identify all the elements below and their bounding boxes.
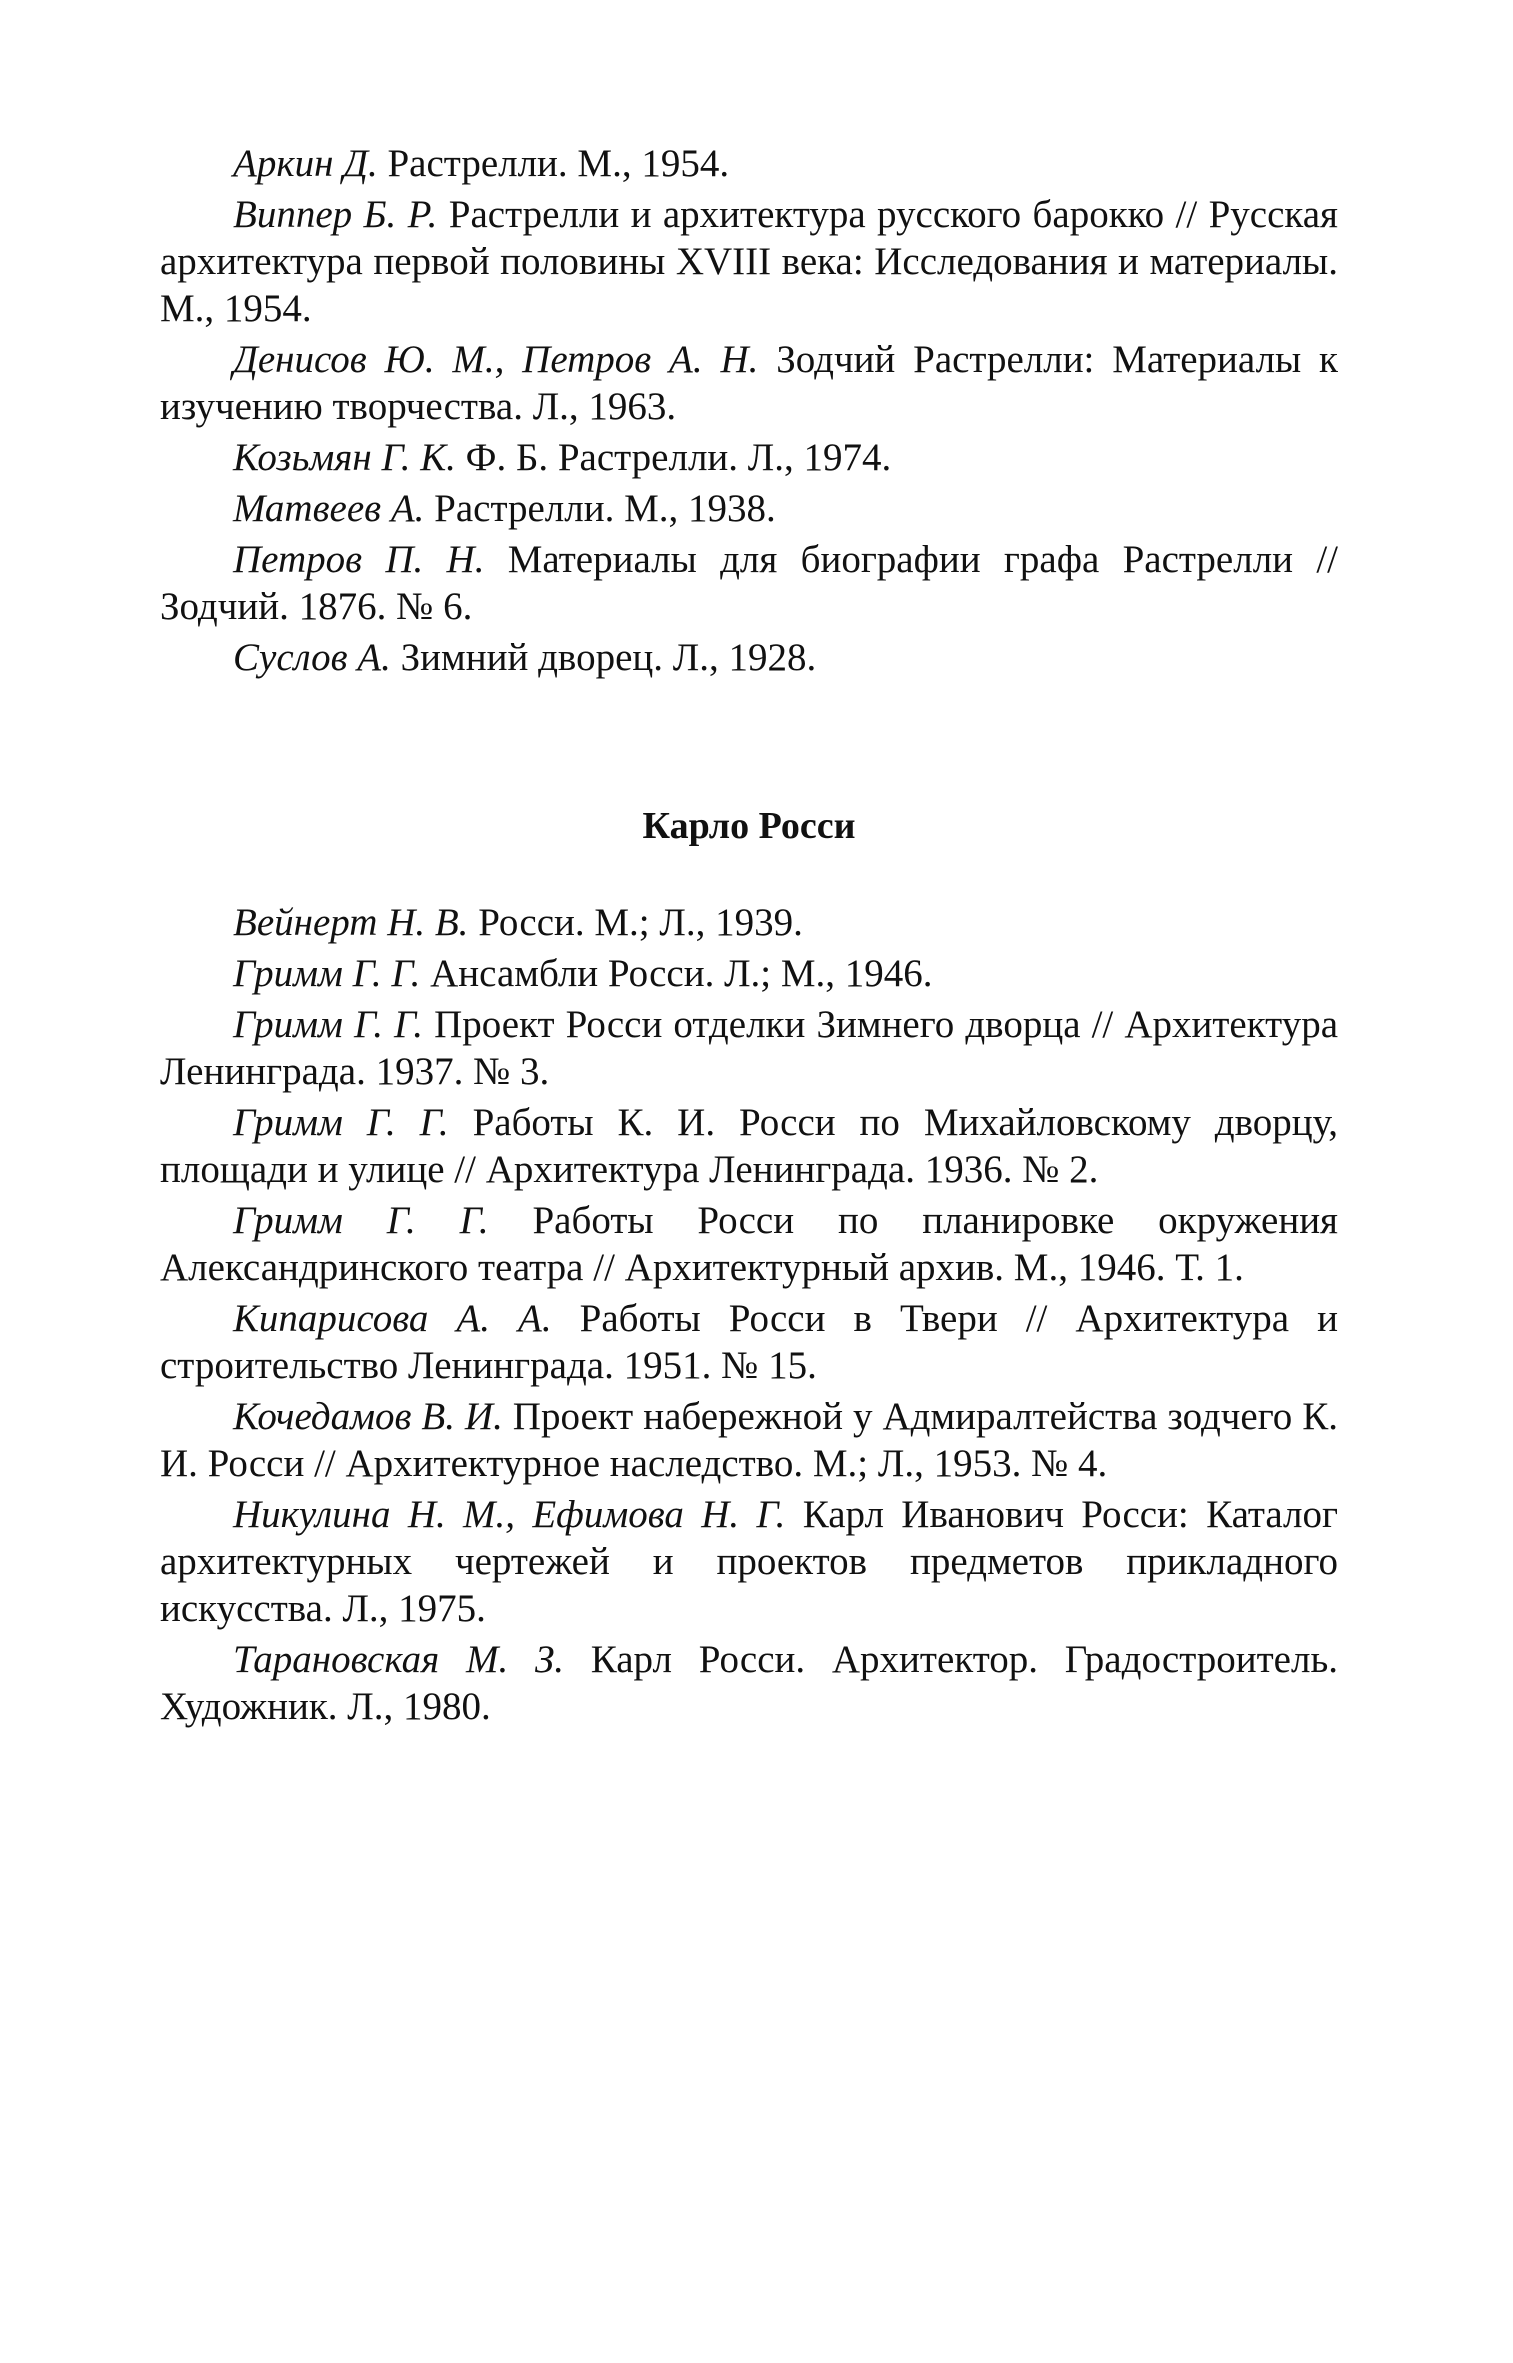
entry-text: Росси. М.; Л., 1939. bbox=[468, 901, 803, 944]
bibliography-entry bbox=[160, 950, 1338, 997]
entry-author: Аркин Д. bbox=[233, 142, 378, 185]
entry-text: Карл Иванович Росси: Каталог архитектурных чертежей и проектов предметов прикладного искусства. Л., 1975. bbox=[160, 1493, 1339, 1630]
bibliography-entry bbox=[160, 1491, 1338, 1632]
entry-text: Карл Росси. Архитектор. Градостроитель. Художник. Л., 1980. bbox=[160, 1638, 1338, 1728]
bibliography-entry bbox=[160, 434, 1338, 481]
bibliography-page bbox=[160, 140, 1338, 1734]
entry-author: Виппер Б. Р. bbox=[233, 193, 438, 236]
entry-author: Вейнерт Н. В. bbox=[233, 901, 469, 944]
bibliography-entry bbox=[160, 336, 1338, 430]
bibliography-entry bbox=[160, 634, 1338, 681]
bibliography-entry bbox=[160, 485, 1338, 532]
entry-text: Ансамбли Росси. Л.; М., 1946. bbox=[420, 952, 933, 995]
bibliography-entry bbox=[160, 1099, 1338, 1193]
entry-text: Растрелли и архитектура русского барокко // Русская архитектура первой половины XVIII века: Исследования и материалы. М., 1954. bbox=[160, 193, 1338, 330]
entry-text: Ф. Б. Растрелли. Л., 1974. bbox=[455, 436, 892, 479]
bibliography-entry bbox=[160, 1295, 1338, 1389]
entry-author: Петров П. Н. bbox=[233, 538, 485, 581]
entry-author: Кипарисова А. А. bbox=[233, 1297, 552, 1340]
entry-text: Растрелли. М., 1954. bbox=[377, 142, 730, 185]
bibliography-entry bbox=[160, 536, 1338, 630]
entry-author: Никулина Н. М., Ефимова Н. Г. bbox=[233, 1493, 786, 1536]
bibliography-entry bbox=[160, 191, 1338, 332]
bibliography-entry bbox=[160, 1393, 1338, 1487]
entry-author: Гримм Г. Г. bbox=[233, 952, 421, 995]
section-rossi bbox=[160, 803, 1338, 1730]
entry-text: Работы Росси по планировке окружения Александринского театра // Архитектурный архив. М., 1946. Т. 1. bbox=[160, 1199, 1338, 1289]
entry-author: Тарановская М. З. bbox=[233, 1638, 565, 1681]
entry-author: Матвеев А. bbox=[233, 487, 425, 530]
entry-text: Проект набережной у Адмиралтейства зодчего К. И. Росси // Архитектурное наследство. М.; Л., 1953. № 4. bbox=[160, 1395, 1338, 1485]
section-heading: Карло Росси bbox=[642, 805, 856, 847]
entry-text: Работы К. И. Росси по Михайловскому дворцу, площади и улице // Архитектура Ленинграда. 1936. № 2. bbox=[160, 1101, 1338, 1191]
entry-text: Растрелли. М., 1938. bbox=[424, 487, 776, 530]
entry-author: Козьмян Г. К. bbox=[233, 436, 456, 479]
bibliography-entry bbox=[160, 1197, 1338, 1291]
entry-text: Зодчий Растрелли: Материалы к изучению творчества. Л., 1963. bbox=[160, 338, 1338, 428]
bibliography-entry bbox=[160, 1636, 1338, 1730]
bibliography-entry bbox=[160, 1001, 1338, 1095]
section-rastrelli bbox=[160, 140, 1338, 681]
entry-text: Проект Росси отделки Зимнего дворца // Архитектура Ленинграда. 1937. № 3. bbox=[160, 1003, 1339, 1093]
entry-text: Материалы для биографии графа Растрелли // Зодчий. 1876. № 6. bbox=[160, 538, 1338, 628]
entry-author: Суслов А. bbox=[233, 636, 391, 679]
entry-text: Зимний дворец. Л., 1928. bbox=[390, 636, 817, 679]
entry-author: Кочедамов В. И. bbox=[233, 1395, 503, 1438]
entry-author: Гримм Г. Г. bbox=[233, 1101, 449, 1144]
entry-author: Денисов Ю. М., Петров А. Н. bbox=[233, 338, 759, 381]
entry-author: Гримм Г. Г. bbox=[233, 1199, 489, 1242]
bibliography-entry bbox=[160, 899, 1338, 946]
entry-author: Гримм Г. Г. bbox=[233, 1003, 424, 1046]
entry-text: Работы Росси в Твери // Архитектура и строительство Ленинграда. 1951. № 15. bbox=[160, 1297, 1339, 1387]
bibliography-entry bbox=[160, 140, 1338, 187]
